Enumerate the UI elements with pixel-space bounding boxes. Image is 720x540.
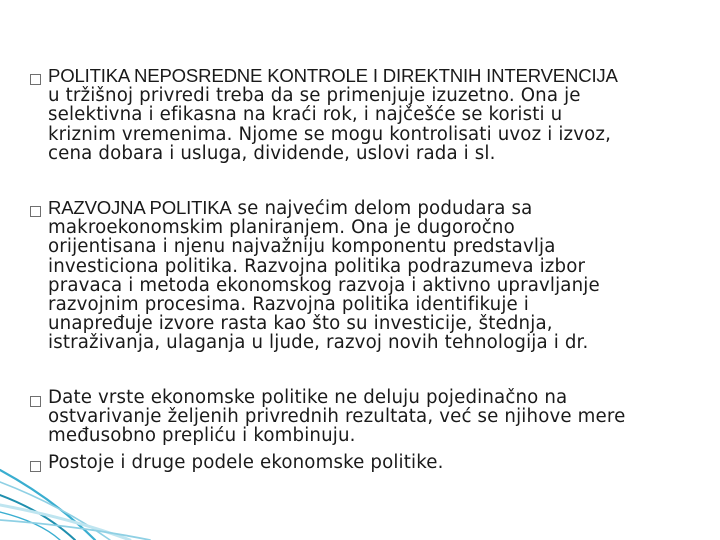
bullet-lead-title: RAZVOJNA POLITIKA xyxy=(48,197,232,218)
bullet-body-text: u tržišnoj privredi treba da se primenjuje izuzetno. Ona je selektivna i efikasna na kraći rok, i najčešće se koristi u kriznim vremenima. Njome se mogu kontrolisati uvoz i izvoz, cena dobara i usluga, dividende, uslovi rada i sl. xyxy=(48,85,612,164)
bullet-body-text: Postoje i druge podele ekonomske politike. xyxy=(48,452,444,473)
bullet-paragraph xyxy=(48,453,708,472)
bullet-box-icon xyxy=(30,206,41,217)
bullet-body-text: se najvećim delom podudara sa makroekonomskim planiranjem. Ona je dugoročno orijentisana i njenu najvažniju komponentu predstavlja investiciona politika. Razvojna politika podrazumeva izbor pravaca i metoda ekonomskog razvoja i aktivno upravljanje razvojnim procesima. Razvojna politika identifikuje i unapređuje izvore rasta kao što su investicije, štednja, istraživanja, ulaganja u ljude, razvoj novih tehnologija i dr. xyxy=(48,198,600,354)
bullet-lead-title: POLITIKA NEPOSREDNE KONTROLE I DIREKTNIH INTERVENCIJA xyxy=(48,65,618,86)
bullet-box-icon xyxy=(30,396,41,407)
bullet-box-icon xyxy=(30,74,41,85)
bullet-paragraph xyxy=(48,198,708,353)
bullet-paragraph xyxy=(48,66,708,163)
bullet-body-text: Date vrste ekonomske politike ne deluju pojedinačno na ostvarivanje željenih privrednih rezultata, već se njihove mere međusobno prepliću i kombinuju. xyxy=(48,387,626,447)
bullet-paragraph xyxy=(48,388,713,446)
bullet-box-icon xyxy=(30,461,41,472)
